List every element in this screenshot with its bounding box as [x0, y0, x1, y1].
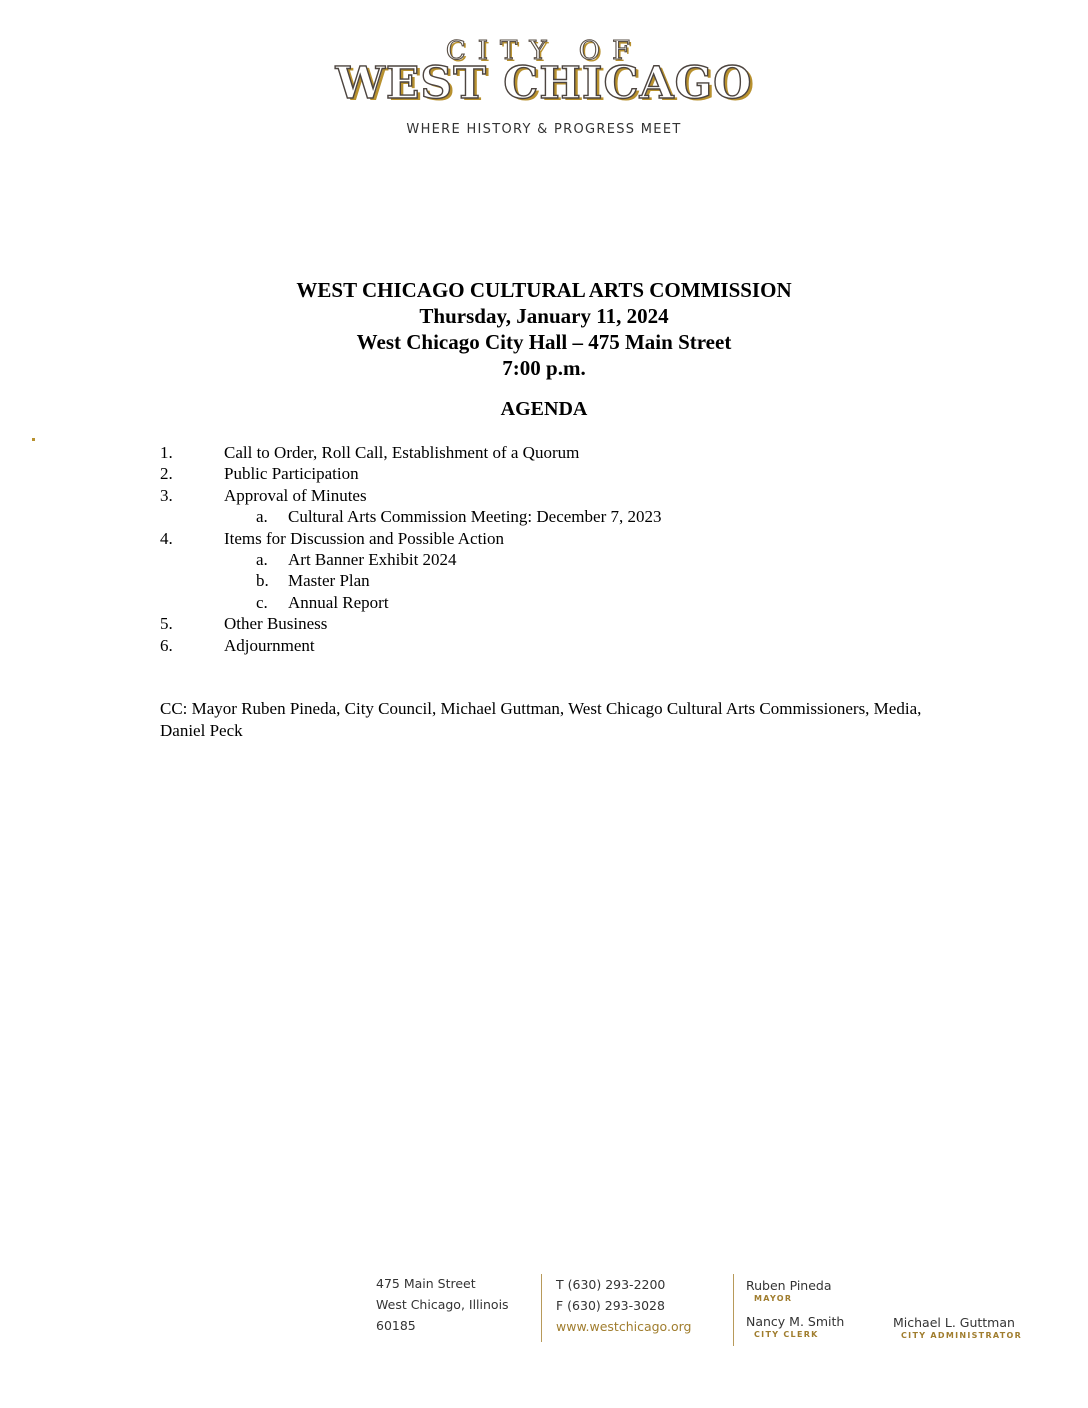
officer-administrator — [893, 1315, 1022, 1341]
administrator-name: Michael L. Guttman — [893, 1315, 1015, 1330]
agenda-subitem-letter: b. — [256, 571, 269, 591]
address-line-3: 60185 — [376, 1318, 416, 1333]
agenda-subitem — [160, 549, 960, 570]
meeting-location: West Chicago City Hall – 475 Main Street — [356, 330, 732, 354]
meeting-title-block — [0, 277, 1088, 381]
agenda-item-text: Other Business — [224, 614, 328, 634]
address-line-1: 475 Main Street — [376, 1276, 476, 1291]
footer-fax: F (630) 293-3028 — [556, 1298, 665, 1313]
agenda-item — [160, 485, 960, 506]
agenda-list — [160, 442, 960, 656]
agenda-item-text: Adjournment — [224, 635, 315, 655]
footer-divider — [733, 1274, 734, 1346]
agenda-item-text: Items for Discussion and Possible Action — [224, 528, 505, 548]
agenda-item — [160, 528, 960, 549]
agenda-subitem-text: Master Plan — [288, 571, 370, 591]
agenda-subitem — [160, 570, 960, 591]
agenda-item — [160, 635, 960, 656]
agenda-item-text: Call to Order, Roll Call, Establishment of a Quorum — [224, 443, 580, 462]
footer-divider — [541, 1274, 542, 1342]
agenda-item-number: 5. — [160, 614, 173, 634]
officer-mayor — [746, 1278, 832, 1304]
agenda-item-text: Public Participation — [224, 464, 359, 484]
agenda-subitem — [160, 506, 960, 527]
footer-contact — [556, 1274, 691, 1337]
agenda-item — [160, 613, 960, 634]
agenda-subitem-text: Cultural Arts Commission Meeting: December 7, 2023 — [288, 507, 662, 527]
agenda-item-number: 1. — [160, 443, 173, 462]
agenda-item-text: Approval of Minutes — [224, 485, 367, 505]
agenda-subitem-letter: a. — [256, 549, 268, 569]
agenda-heading: AGENDA — [500, 398, 588, 420]
letterhead-city-name: WEST CHICAGO — [335, 58, 753, 109]
agenda-item-number: 6. — [160, 635, 173, 655]
clerk-name: Nancy M. Smith — [746, 1314, 845, 1329]
letterhead-city-of: CITY OF — [445, 36, 643, 66]
agenda-item — [160, 463, 960, 484]
mayor-title: MAYOR — [754, 1294, 793, 1303]
footer-phone: T (630) 293-2200 — [556, 1277, 666, 1292]
agenda-item — [160, 442, 960, 463]
letterhead-tagline: WHERE HISTORY & PROGRESS MEET — [406, 122, 682, 137]
cc-distribution: CC: Mayor Ruben Pineda, City Council, Michael Guttman, West Chicago Cultural Arts Commissioners, Media, Daniel Peck — [160, 699, 922, 740]
agenda-subitem-letter: a. — [256, 507, 268, 527]
agenda-subitem — [160, 592, 960, 613]
agenda-subitem-text: Annual Report — [288, 592, 389, 612]
agenda-item-number: 2. — [160, 464, 173, 484]
mayor-name: Ruben Pineda — [746, 1278, 832, 1293]
scan-speck — [32, 438, 35, 441]
meeting-time: 7:00 p.m. — [502, 356, 586, 380]
agenda-item-number: 4. — [160, 528, 173, 548]
administrator-title: CITY ADMINISTRATOR — [901, 1331, 1023, 1340]
agenda-subitem-letter: c. — [256, 592, 268, 612]
footer-website-link[interactable]: www.westchicago.org — [556, 1319, 692, 1334]
agenda-item-number: 3. — [160, 485, 173, 505]
clerk-title: CITY CLERK — [754, 1330, 819, 1339]
officer-clerk — [746, 1314, 844, 1340]
address-line-2: West Chicago, Illinois — [376, 1297, 509, 1312]
agenda-subitem-text: Art Banner Exhibit 2024 — [288, 549, 457, 569]
footer-address — [376, 1273, 509, 1336]
meeting-date: Thursday, January 11, 2024 — [419, 304, 669, 328]
commission-name: WEST CHICAGO CULTURAL ARTS COMMISSION — [296, 278, 792, 302]
